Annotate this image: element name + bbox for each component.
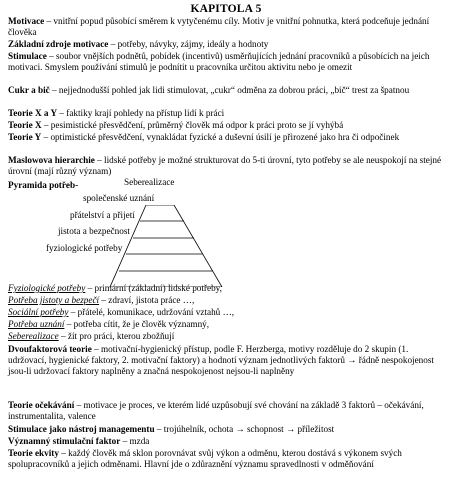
term: Teorie Y <box>8 132 42 142</box>
need-text: – primární (základní) lidské potřeby, <box>85 283 222 293</box>
need-term: Seberealizace <box>8 331 59 341</box>
pyramid-level-4: jistota a bezpečnost <box>58 226 130 236</box>
need-text: – žít pro práci, kterou zbožňují <box>58 331 175 341</box>
definition-text: – potřeby, návyky, zájmy, ideály a hodnoty <box>108 39 269 49</box>
term: Teorie očekávání <box>8 400 75 410</box>
definition-dvoufaktorova <box>8 344 446 378</box>
definition-stimulace <box>8 51 446 73</box>
pyramid-heading: Pyramida potřeb- <box>8 180 79 190</box>
term: Významný stimulační faktor <box>8 436 121 446</box>
definition-text: – pesimistické přesvědčení, průměrný člověk má odpor k práci proto se jí vyhýbá <box>41 120 344 130</box>
pyramid-level-2: společenské uznání <box>83 193 155 203</box>
definition-text: – motivace je proces, ve kterém lidé uzpůsobují své chování na základě 3 faktorů – očekávání, instrumentalita, valence <box>8 400 424 422</box>
need-item <box>8 307 446 318</box>
need-term: Potřeba uznání <box>8 319 65 329</box>
definition-text: – soubor vnějších podnětů, pobídek (incentivů) usměrňujících jednání pracovníků a působících na jeich motivaci. Smyslem používání stimulů je podnítit u pracovníka určitou aktivitu nebo je omezit <box>8 51 430 73</box>
definition-motivace <box>8 16 446 38</box>
term: Základní zdroje motivace <box>8 39 109 49</box>
definition-stimulace-management <box>8 424 446 435</box>
definition-teorie-ocekavani <box>8 400 446 422</box>
pyramid-diagram <box>110 205 315 287</box>
pyramid-level-1: Seberealizace <box>124 177 175 187</box>
definition-text: – mzda <box>120 436 150 446</box>
need-term: Fyziologické potřeby <box>8 283 86 293</box>
need-term: Potřeba jistoty a bezpečí <box>8 295 100 305</box>
need-item <box>8 331 446 342</box>
need-text: – potřeba cítit, že je člověk významný, <box>64 319 210 329</box>
definition-text: – nejjednodušší pohled jak lidi stimulovat, „cukr“ odměna za dobrou práci, „bič“ trest za špatnou <box>49 85 410 95</box>
term: Motivace <box>8 16 45 26</box>
definition-text: – faktiky krají pohledy na přístup lidí k práci <box>57 108 225 118</box>
need-item <box>8 319 446 330</box>
need-text: – zdraví, jistota práce …, <box>99 295 195 305</box>
definition-text: – každý člověk má sklon porovnávat svůj výkon a odměnu, kterou dostává s výkonem svých spolupracovníků a jejich odměnami. Hlavní jde o zdůraznění významu spravedlnosti v odměňování <box>8 448 402 470</box>
definition-text: – trojúhelník, ochota → schopnost → příležitost <box>154 424 335 434</box>
need-term: Sociální potřeby <box>8 307 69 317</box>
term: Teorie X a Y <box>8 108 58 118</box>
pyramid-level-3: přátelství a přijetí <box>70 210 135 220</box>
definition-teorie-y <box>8 132 446 143</box>
definition-cukr-a-bic <box>8 85 446 96</box>
definition-text: – motivační-hygienický přístup, podle F. Herzberga, motivy rozděluje do 2 skupin (1. udržovací, hygienické faktory, 2. motivační faktory) a hodnotí význam jednotlivých faktorů → řádně nespokojenost jsou-li udržovací faktory naplněny a značná nespokojenost nejsou-li naplněny <box>8 344 434 377</box>
need-item <box>8 295 446 306</box>
definition-text: – vnitřní popud působící směrem k vytyčenému cíly. Motiv je vnitřní pohnutka, která podceňuje jednání člověka <box>8 16 430 38</box>
definition-stimulacni-faktor <box>8 436 446 447</box>
need-item <box>8 283 446 294</box>
need-text: – přátelé, komunikace, udržování vztahů …, <box>68 307 235 317</box>
definition-teorie-ekvity <box>8 448 446 470</box>
term: Teorie X <box>8 120 42 130</box>
definition-text: – optimistické přesvědčení, vynakládat fyzické a duševní úsilí je přirozené jako hra či odpočinek <box>41 132 400 142</box>
definition-maslow <box>8 155 446 177</box>
term: Teorie ekvity <box>8 448 59 458</box>
definition-text: – lidské potřeby je možné strukturovat do 5-ti úrovní, tyto potřeby se ale neuspokojí na stejné úrovní (mají různý význam) <box>8 155 442 177</box>
term: Maslowova hierarchie <box>8 155 95 165</box>
chapter-title: KAPITOLA 5 <box>190 3 262 15</box>
term: Stimulace jako nástroj managementu <box>8 424 155 434</box>
definition-zdroje <box>8 39 446 50</box>
definition-teorie-x-y <box>8 108 446 119</box>
term: Dvoufaktorová teorie <box>8 344 92 354</box>
definition-teorie-x <box>8 120 446 131</box>
pyramid-level-5: fyziologické potřeby <box>46 243 123 253</box>
term: Cukr a bič <box>8 85 50 95</box>
term: Stimulace <box>8 51 47 61</box>
